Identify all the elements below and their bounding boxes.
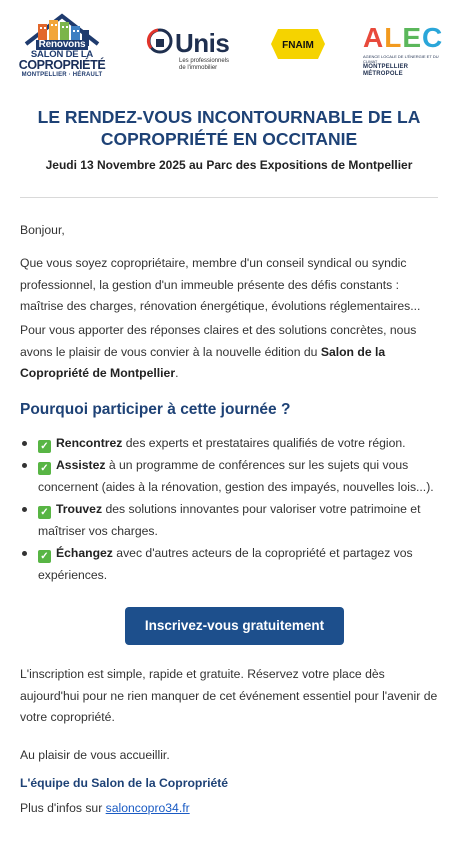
website-link[interactable]: saloncopro34.fr — [105, 801, 190, 815]
renovons-line3: COPROPRIÉTÉ — [18, 58, 106, 72]
intro-paragraph: Que vous soyez copropriétaire, membre d'un conseil syndical ou syndic professionnel, la gestion d'un immeuble présente des défis constants : maîtrise des charges, rénovation énergétique, évolutions réglementaires... — [20, 256, 421, 313]
list-item — [20, 498, 440, 542]
benefit-text: des solutions innovantes pour valoriser votre patrimoine et maîtriser vos charges. — [38, 502, 421, 538]
alec-letter-e: E — [402, 22, 423, 53]
event-date: Jeudi 13 Novembre 2025 au Parc des Expositions de Montpellier — [45, 158, 413, 172]
bullet-dot — [22, 463, 27, 468]
benefit-keyword: Assistez — [56, 458, 106, 472]
bullet-dot — [22, 441, 27, 446]
alec-logo[interactable] — [363, 22, 444, 80]
renovons-line4: MONTPELLIER · HÉRAULT — [21, 72, 103, 78]
bullet-dot — [22, 551, 27, 556]
alec-tagline: AGENCE LOCALE DE L'ÉNERGIE ET DU CLIMAT — [363, 54, 439, 64]
greeting: Bonjour, — [20, 223, 65, 237]
check-icon: ✓ — [38, 462, 51, 475]
fnaim-logo[interactable] — [270, 27, 326, 61]
fnaim-wordmark: FNAIM — [282, 40, 314, 51]
renovons-line2: SALON DE LA — [30, 49, 94, 60]
fnaim-hexagon-icon — [270, 27, 326, 61]
more-info-line — [20, 801, 190, 815]
alec-letter-c: C — [422, 22, 444, 53]
registration-paragraph: L'inscription est simple, rapide et gratuite. Réservez votre place dès aujourd'hui pour ne rien manquer de cet événement essentiel pour l'avenir de votre copropriété. — [20, 667, 438, 724]
check-icon: ✓ — [38, 550, 51, 563]
title-line-1: LE RENDEZ-VOUS INCONTOURNABLE DE LA — [37, 107, 421, 127]
invite-paragraph — [20, 320, 440, 385]
benefit-keyword: Trouvez — [56, 502, 103, 516]
alec-letter-l: L — [384, 22, 403, 53]
benefit-keyword: Rencontrez — [56, 436, 123, 450]
benefit-text: à un programme de conférences sur les sujets qui vous concernent (aides à la rénovation, gestion des impayés, nouvelles lois...). — [38, 458, 434, 494]
benefit-text: des experts et prestataires qualifiés de votre région. — [122, 436, 406, 450]
page-title — [20, 106, 438, 150]
alec-letter-a: A — [363, 22, 385, 53]
unis-wordmark: Unis — [175, 28, 230, 58]
list-item — [20, 432, 440, 454]
partner-logos — [0, 8, 458, 88]
check-icon: ✓ — [38, 440, 51, 453]
unis-tagline — [179, 58, 239, 71]
list-item — [20, 542, 440, 586]
signature: L'équipe du Salon de la Copropriété — [20, 776, 229, 790]
alec-city: MONTPELLIER MÉTROPOLE — [363, 64, 409, 77]
alec-wordmark — [363, 22, 444, 53]
invite-text-end: . — [175, 366, 179, 380]
unis-tagline-1: Les professionnels — [179, 58, 230, 64]
title-line-2: COPROPRIÉTÉ EN OCCITANIE — [100, 129, 358, 149]
register-button[interactable]: Inscrivez-vous gratuitement — [125, 607, 344, 645]
invite-text: Pour vous apporter des réponses claires et des solutions concrètes, nous avons le plaisir de vous convier à la nouvelle édition du — [20, 323, 417, 359]
unis-logo[interactable] — [145, 24, 235, 74]
renovons-logo[interactable] — [16, 10, 108, 84]
unis-ring-icon — [145, 26, 175, 56]
renovons-line1: Renovons — [36, 40, 89, 50]
unis-tagline-2: de l'immobilier — [179, 64, 218, 71]
more-info-prefix: Plus d'infos sur — [20, 801, 106, 815]
benefit-keyword: Échangez — [56, 546, 113, 560]
list-item — [20, 454, 440, 498]
bullet-dot — [22, 507, 27, 512]
invite-event-name: Salon de la Copropriété de Montpellier — [20, 344, 386, 380]
section-title: Pourquoi participer à cette journée ? — [20, 401, 291, 418]
renovons-wordmark — [16, 40, 108, 80]
benefit-text: avec d'autres acteurs de la copropriété et partagez vos expériences. — [38, 546, 413, 582]
closing-line: Au plaisir de vous accueillir. — [20, 748, 170, 762]
benefits-list — [20, 432, 440, 586]
divider — [20, 197, 438, 198]
check-icon: ✓ — [38, 506, 51, 519]
